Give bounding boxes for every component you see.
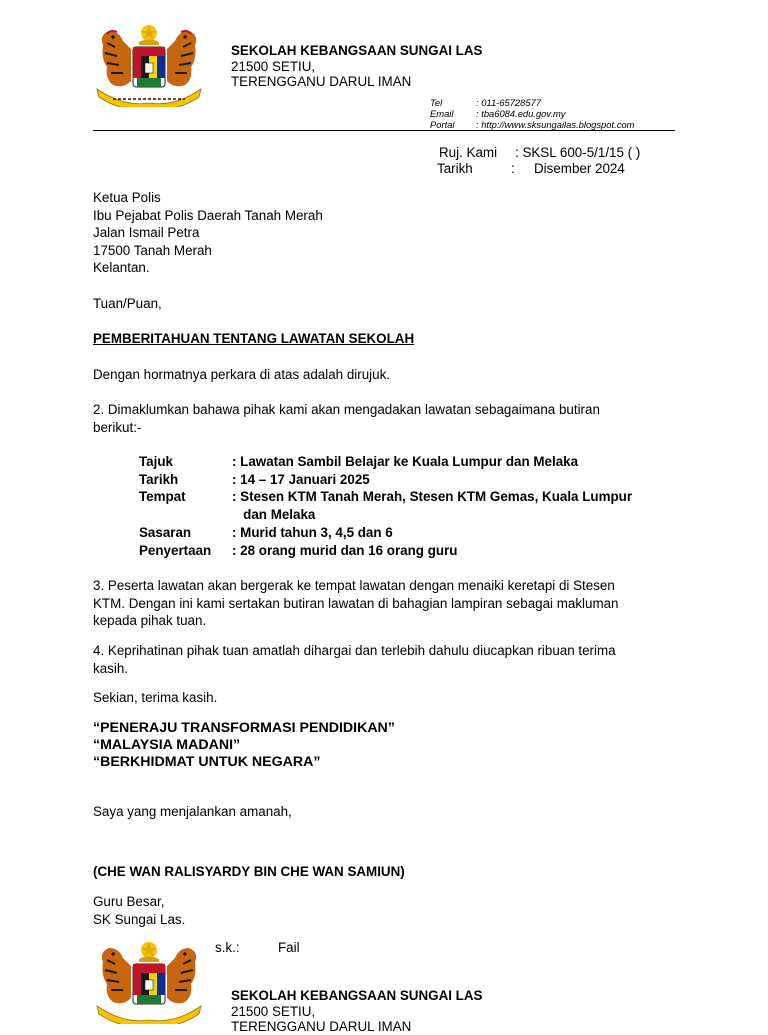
ref-tarikh-label: Tarikh [437, 161, 473, 176]
recipient-line: Jalan Ismail Petra [93, 225, 200, 240]
letter-subject: PEMBERITAHUAN TENTANG LAWATAN SEKOLAH [93, 331, 415, 346]
coat-of-arms-logo [93, 23, 205, 107]
signatory-title [93, 893, 185, 928]
contact-email [430, 108, 634, 119]
detail-value: : Lawatan Sambil Belajar ke Kuala Lumpur dan Melaka [232, 454, 579, 469]
letterhead-divider [93, 130, 675, 131]
recipient-line: Ibu Pejabat Polis Daerah Tanah Merah [93, 207, 323, 223]
detail-tempat-continued [139, 506, 315, 524]
recipient-line: Ketua Polis [93, 190, 161, 205]
detail-key: Tarikh [139, 472, 179, 487]
recipient-line: Kelantan. [93, 260, 150, 275]
slogan-line: “BERKHIDMAT UNTUK NEGARA” [93, 753, 321, 770]
paragraph-line: 3. Peserta lawatan akan bergerak ke tempat lawatan dengan menaiki keretapi di Stesen [93, 578, 615, 593]
slogan-line: “MALAYSIA MADANI” [93, 736, 241, 753]
paragraph-line: KTM. Dengan ini kami sertakan butiran lawatan di bahagian lampiran sebagai makluman [93, 595, 619, 611]
detail-key: Penyertaan [139, 543, 212, 558]
recipient-line: 17500 Tanah Merah [93, 242, 212, 258]
paragraph-line: berikut:- [93, 419, 142, 435]
crest-motto-scroll [97, 89, 201, 107]
contact-label: Email [430, 108, 454, 119]
paragraph-4 [93, 642, 616, 677]
paragraph-line: kepada pihak tuan. [93, 613, 207, 628]
detail-value: : 14 – 17 Januari 2025 [232, 472, 370, 487]
school-name: SEKOLAH KEBANGSAAN SUNGAI LAS [231, 43, 483, 58]
paragraph-line: kasih. [93, 660, 128, 676]
signatory-title-line: SK Sungai Las. [93, 911, 186, 927]
slogan-line: “PENERAJU TRANSFORMASI PENDIDIKAN” [93, 720, 395, 736]
detail-tarikh [139, 471, 370, 489]
ref-ruj-label: Ruj. Kami [439, 145, 498, 160]
crest-tiger-left [102, 31, 131, 86]
paragraph-3 [93, 577, 619, 630]
contact-tel [430, 97, 634, 108]
contact-label: Portal [430, 119, 455, 130]
detail-key: Sasaran [139, 525, 192, 540]
detail-tajuk [139, 453, 578, 471]
detail-key: Tajuk [139, 454, 173, 469]
detail-value: : Stesen KTM Tanah Merah, Stesen KTM Gemas, Kuala Lumpur [232, 489, 633, 504]
contact-block [430, 97, 634, 130]
recipient-address [93, 189, 323, 277]
detail-tempat [139, 488, 632, 506]
school-address-line2: TERENGGANU DARUL IMAN [231, 1019, 412, 1034]
detail-value: : 28 orang murid dan 16 orang guru [232, 543, 458, 558]
closing-line: Sekian, terima kasih. [93, 690, 218, 705]
school-address-line2: TERENGGANU DARUL IMAN [231, 74, 412, 89]
coat-of-arms-logo [93, 940, 205, 1024]
paragraph-2 [93, 401, 600, 436]
contact-value: : 011-65728577 [476, 97, 541, 108]
slogan-block [93, 720, 395, 770]
ref-tarikh-value: Disember 2024 [534, 161, 625, 176]
paragraph-1: Dengan hormatnya perkara di atas adalah dirujuk. [93, 367, 391, 382]
sk-label: s.k.: [215, 940, 240, 955]
school-address-line1: 21500 SETIU, [231, 1004, 316, 1019]
contact-value: : tba6084.edu.gov.my [476, 108, 566, 119]
paragraph-line: 2. Dimaklumkan bahawa pihak kami akan mengadakan lawatan sebagaimana butiran [93, 402, 600, 417]
trust-line: Saya yang menjalankan amanah, [93, 804, 292, 819]
ref-tarikh-colon: : [511, 161, 515, 176]
detail-value: : Murid tahun 3, 4,5 dan 6 [232, 525, 393, 540]
crest-shield [133, 47, 165, 87]
school-name: SEKOLAH KEBANGSAAN SUNGAI LAS [231, 988, 483, 1003]
detail-sasaran [139, 524, 393, 542]
paragraph-line: 4. Keprihatinan pihak tuan amatlah dihargai dan terlebih dahulu diucapkan ribuan terima [93, 643, 616, 658]
contact-portal [430, 119, 634, 130]
salutation: Tuan/Puan, [93, 296, 162, 311]
crest-star [141, 25, 157, 41]
signatory-title-line: Guru Besar, [93, 894, 165, 909]
sk-value: Fail [278, 940, 300, 955]
signatory-name: (CHE WAN RALISYARDY BIN CHE WAN SAMIUN) [93, 864, 405, 879]
contact-value: : http://www.sksungailas.blogspot.com [476, 119, 635, 130]
detail-value: dan Melaka [232, 507, 316, 522]
ref-ruj-value: : SKSL 600-5/1/15 ( ) [515, 145, 641, 160]
detail-key: Tempat [139, 489, 186, 504]
crest-tiger-right [167, 31, 196, 86]
contact-label: Tel [430, 97, 443, 108]
detail-penyertaan [139, 542, 457, 560]
school-address-line1: 21500 SETIU, [231, 59, 316, 74]
